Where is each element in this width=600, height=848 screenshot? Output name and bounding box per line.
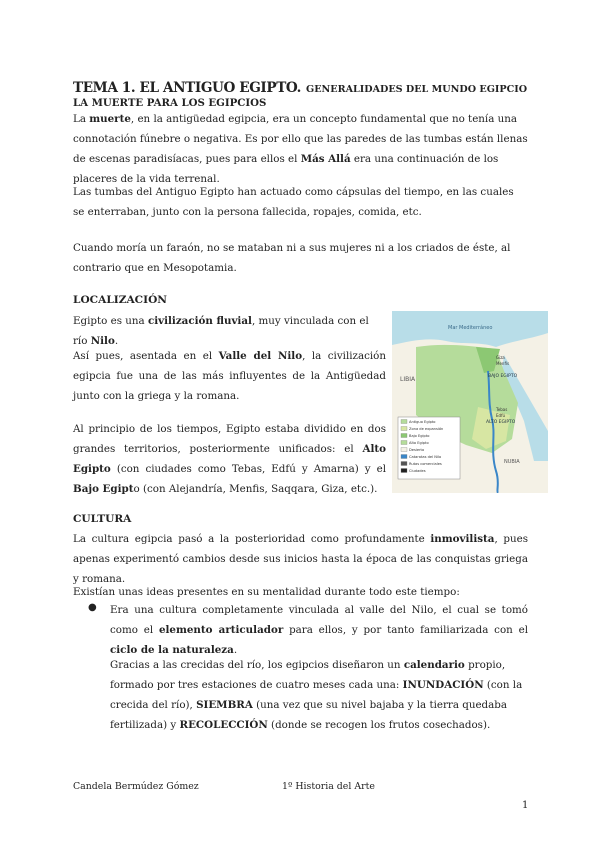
cultura-paragraph-2: Existían unas ideas presentes en su mentalidad durante todo este tiempo: <box>73 586 460 598</box>
heading-cultura: CULTURA <box>73 513 132 525</box>
map-bajo-label: BAJO EGIPTO <box>488 374 518 379</box>
legend-label: Cataratas del Nilo <box>409 455 442 459</box>
legend-label: Bajo Egipto <box>409 434 430 438</box>
legend-label: Desierto <box>409 448 425 452</box>
title-sub: GENERALIDADES DEL MUNDO EGIPCIO <box>306 84 528 95</box>
intro-paragraph-1: La muerte, en la antigüedad egipcia, era un concepto fundamental que no tenía una connotación fúnebre o negativa. Es por ello que las paredes de las tumbas están llenas de escenas paradisíacas, pues para ellos el Más Allá era una continuación de los placeres de la vida terrenal. <box>73 113 528 185</box>
footer-author: Candela Bermúdez Gómez <box>73 781 199 792</box>
legend-label: Alto Egipto <box>409 441 429 445</box>
map-city-menfis: Menfis <box>496 361 510 366</box>
map-sea-label: Mar Mediterráneo <box>448 325 493 331</box>
legend-swatch <box>401 469 407 473</box>
legend-label: Ciudades <box>409 469 426 473</box>
section-subtitle: LA MUERTE PARA LOS EGIPCIOS <box>73 97 267 109</box>
legend-swatch <box>401 434 407 438</box>
legend-label: Antiguo Egipto <box>409 420 436 424</box>
cultura-bullet-1: Era una cultura completamente vinculada al valle del Nilo, el cual se tomó como el elemento articulador para ellos, y por tanto familiarizada con el ciclo de la naturaleza. <box>110 604 528 656</box>
map-alto-label: ALTO EGIPTO <box>486 420 516 425</box>
legend-swatch <box>401 462 407 466</box>
legend-swatch <box>401 448 407 452</box>
title-main: TEMA 1. EL ANTIGUO EGIPTO. <box>73 80 301 96</box>
loc-paragraph-1: Egipto es una civilización fluvial, muy vinculada con el río Nilo. <box>73 315 369 347</box>
map-libia-label: LIBIA <box>400 376 416 383</box>
egypt-map <box>392 311 548 493</box>
cultura-bullet-1-detail: Gracias a las crecidas del río, los egipcios diseñaron un calendario propio, formado por tres estaciones de cuatro meses cada una: INUNDACIÓN (con la crecida del río), SIEMBRA (una vez que su nivel bajaba y la tierra quedaba fertilizada) y RECOLECCIÓN (donde se recogen los frutos cosechados). <box>110 659 523 731</box>
legend-swatch <box>401 441 407 445</box>
footer-course: 1º Historia del Arte <box>282 781 375 792</box>
legend-swatch <box>401 420 407 424</box>
bullet-marker: ● <box>88 602 97 613</box>
legend-label: Rutas comerciales <box>409 462 442 466</box>
map-nubia-label: NUBIA <box>504 459 520 465</box>
egypt-map-svg <box>392 311 548 493</box>
map-city-tebas: Tebas <box>496 407 508 412</box>
loc-paragraph-3: Al principio de los tiempos, Egipto estaba dividido en dos grandes territorios, posteriormente unificados: el Alto Egipto (con ciudades como Tebas, Edfú y Amarna) y el Bajo Egipto (con Alejandría, Menfis, Saqqara, Giza, etc.). <box>73 423 386 495</box>
heading-localizacion: LOCALIZACIÓN <box>73 294 167 306</box>
page-number: 1 <box>522 800 529 811</box>
page-title <box>73 77 533 96</box>
legend-label: Zona de expansión <box>409 427 444 431</box>
cultura-paragraph-1: La cultura egipcia pasó a la posterioridad como profundamente inmovilista, pues apenas experimentó cambios desde sus inicios hasta la época de las conquistas griega y romana. <box>73 533 528 585</box>
loc-paragraph-2: Así pues, asentada en el Valle del Nilo, la civilización egipcia fue una de las más influyentes de la Antigüedad junto con la griega y la romana. <box>73 350 386 402</box>
legend-swatch <box>401 455 407 459</box>
map-city-edfu: Edfú <box>496 413 506 418</box>
legend-swatch <box>401 427 407 431</box>
intro-paragraph-3: Cuando moría un faraón, no se mataban ni a sus mujeres ni a los criados de éste, al contrario que en Mesopotamia. <box>73 242 511 274</box>
map-city-giza: Giza <box>496 355 505 360</box>
intro-paragraph-2: Las tumbas del Antiguo Egipto han actuado como cápsulas del tiempo, en las cuales se enterraban, junto con la persona fallecida, ropajes, comida, etc. <box>73 186 514 218</box>
